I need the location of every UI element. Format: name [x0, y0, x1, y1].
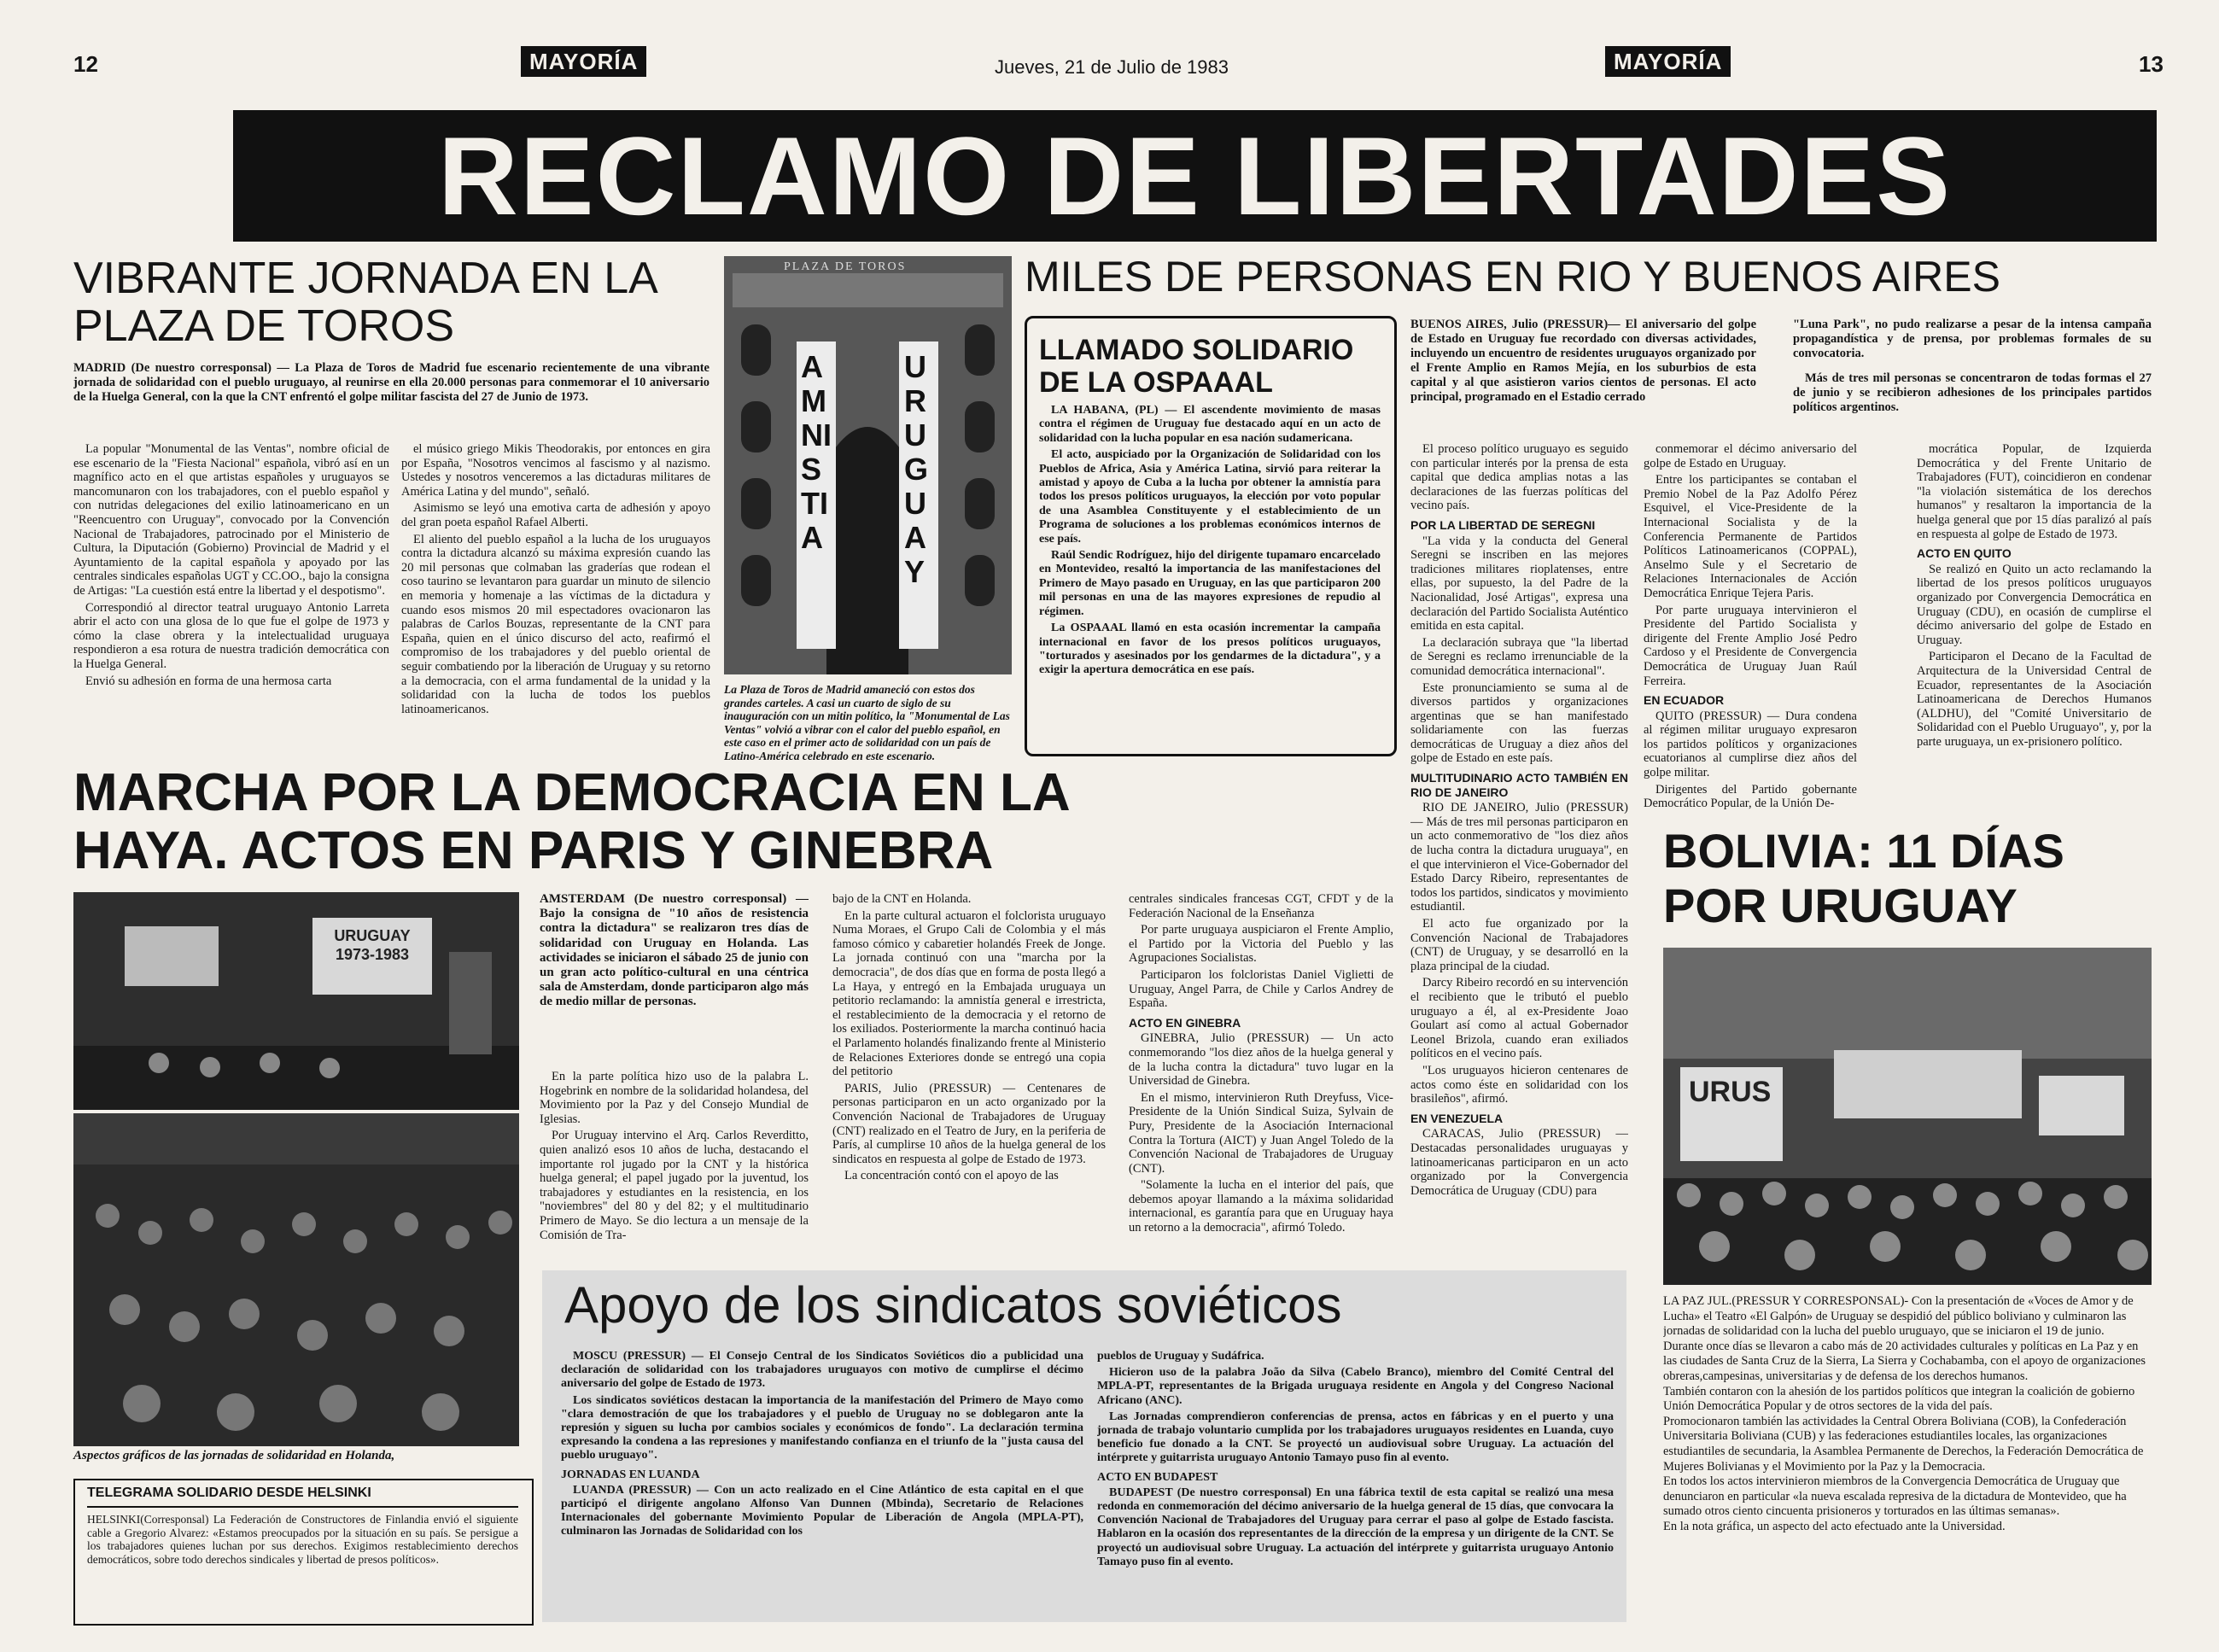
paragraph: Dirigentes del Partido gobernante Democrático Popular, de la Unión De- — [1644, 782, 1857, 811]
paragraph: Raúl Sendic Rodríguez, hijo del dirigente tupamaro encarcelado en Montevideo, resaltó la importancia de las manifestaciones del Primero de Mayo pasado en Uruguay, en las que participaron 200 mil personas en una de las mayores expresiones de repudio al régimen. — [1039, 549, 1381, 618]
story3-col3 — [1129, 892, 1393, 1259]
crowd-illustration — [73, 1113, 519, 1446]
masthead-logo-right: MAYORÍA — [1605, 46, 1731, 77]
date-line: Jueves, 21 de Julio de 1983 — [995, 56, 1229, 78]
holland-photo-bottom — [73, 1113, 519, 1446]
paragraph: CARACAS, Julio (PRESSUR) — Destacadas personalidades uruguayas y latinoamericanas participaron en un acto organizado por la Convergencia Democrática de Uruguay (CDU) para — [1410, 1127, 1628, 1198]
paragraph: "La vida y la conducta del General Seregni se inscriben en las mejores tradiciones militares rioplatenses, entre ellas, por supuesto, la del Padre de la Nacionalidad, José Artigas", expresa una declaración del Partido Socialista Auténtico emitida en esta capital. — [1410, 534, 1628, 633]
banner-headline — [233, 110, 2157, 242]
paragraph: el músico griego Mikis Theodorakis, por entonces en gira por España, "Nosotros vencimos al fascismo y al nazismo. Ustedes y nosotros venceremos a las dictaduras militares de América Latina y del mundo", señaló. — [401, 442, 710, 499]
subhead-ginebra: ACTO EN GINEBRA — [1129, 1015, 1241, 1030]
paragraph: RIO DE JANEIRO, Julio (PRESSUR) — Más de tres mil personas participaron en un acto conmemorativo de "los diez años de lucha contra la dictadura uruguaya", en el que intervinieron el Vice-Gobernador del Estado Darcy Ribeiro, representantes de todos los partidos, sindicatos y movimiento estudiantil. — [1410, 801, 1628, 914]
ospaaal-body — [1039, 404, 1381, 745]
paragraph: "Solamente la lucha en el interior del país, que debemos apoyar llamando a la máxima solidaridad internacional, es garantía para que en Uruguay haya un retorno a la democracia", afirmó Toledo. — [1129, 1178, 1393, 1235]
soviet-box — [542, 1270, 1626, 1622]
uruguay-banner-text: URUGUAY — [904, 349, 929, 589]
hall-stage-illustration — [73, 892, 519, 1110]
subhead-rio: MULTITUDINARIO ACTO TAMBIÉN EN RIO DE JANEIRO — [1410, 771, 1628, 799]
paragraph: La declaración subraya que "la libertad de Seregni es reclamo irrenunciable de la comunidad democrática internacional". — [1410, 635, 1628, 678]
paragraph: Más de tres mil personas se concentraron de todas formas el 27 de junio y se recibieron adhesiones de los principales partidos políticos argentinos. — [1793, 371, 2152, 414]
paragraph: Por Uruguay intervino el Arq. Carlos Reverditto, quien analizó esos 10 años de lucha, destacando el importante rol jugado por la CNT y la histórica huelga general; el papel jugado por la juventud, los trabajadores y estudiantes en la resistencia, en los "noviembres" del 80 y del 82; y el multitudinario Primero de Mayo. Se dio lectura a un mensaje de la Comisión de Tra- — [540, 1129, 809, 1242]
amnistia-banner-text: AMNISTIA — [801, 349, 832, 555]
subhead-ecuador: EN ECUADOR — [1644, 693, 1725, 708]
story3-col2 — [832, 892, 1106, 1259]
paragraph: Hicieron uso de la palabra João da Silva (Cabelo Branco), miembro del Comité Central del MPLA-PT, representantes de la Brigada uruguaya residente en Angola y del Congreso Nacional Africano (ANC). — [1097, 1366, 1614, 1407]
paragraph: Darcy Ribeiro recordó en su intervención el recibiento que le tributó el pueblo uruguayo a él, al ex-Presidente Joao Goulart así como al actual Gobernador Leonel Brizola, cuando eran exiliados políticos en el vecino país. — [1410, 976, 1628, 1061]
uruguay-hall-banner: URUGUAY 1973-1983 — [334, 927, 411, 963]
paragraph: Por parte uruguaya intervinieron el Presidente del Partido Socialista y dirigente del Frente Amplio José Pedro Cardoso y el Presidente de Convergencia Democrática de Uruguay Juan Raúl Ferreira. — [1644, 603, 1857, 688]
bolivia-photo — [1663, 948, 2152, 1285]
story2-lead-cont — [1793, 318, 2152, 437]
story2-headline: MILES DE PERSONAS EN RIO Y BUENOS AIRES — [1025, 253, 2000, 301]
story2-colB — [1644, 442, 1857, 818]
masthead-logo-left: MAYORÍA — [521, 46, 646, 77]
banner-title: RECLAMO DE LIBERTADES — [438, 114, 1952, 238]
paragraph: Entre los participantes se contaban el Premio Nobel de la Paz Adolfo Pérez Esquivel, el Vice-Presidente de la Internacional Socialista y de la Conferencia Permanente de Partidos Políticos Latinoamericanos (COPPAL), Anselmo Sule y el Secretario de Relaciones Internacionales de Acción Democrática Enrique Tejera Paris. — [1644, 473, 1857, 600]
story2-colC — [1917, 442, 2152, 818]
paragraph: Participaron el Decano de la Facultad de Arquitectura de la Universidad Central de Ecuador, representantes de la Asociación Latinoamericana de Derechos Humanos (ALDHU), del "Comité Universitario de Solidaridad con el Pueblo Uruguayo", y, por la parte uruguaya, un ex-prisionero político. — [1917, 650, 2152, 749]
plaza-facade-illustration — [724, 256, 1012, 674]
paragraph: El acto, auspiciado por la Organización de Solidaridad con los Pueblos de Africa, Asia y América Latina, sirvió para reiterar la amistad y apoyo de Cuba a la lucha por obtener la amnistía para todos los presos políticos uruguayos, la elección por voto popular de una Asamblea Constituyente y el establecimiento de un Programa de soluciones a los problemas económicos internos de ese país. — [1039, 448, 1381, 546]
story1-headline: VIBRANTE JORNADA EN LA PLAZA DE TOROS — [73, 254, 656, 351]
bolivia-headline: BOLIVIA: 11 DÍAS POR URUGUAY — [1663, 824, 2064, 932]
paragraph: pueblos de Uruguay y Sudáfrica. — [1097, 1350, 1264, 1363]
paragraph: Asimismo se leyó una emotiva carta de adhesión y apoyo del gran poeta español Rafael Alberti. — [401, 501, 710, 529]
subhead-budapest: ACTO EN BUDAPEST — [1097, 1470, 1218, 1484]
helsinki-box — [73, 1479, 534, 1626]
story3-headline-line1: MARCHA POR LA DEMOCRACIA EN LA — [73, 763, 1071, 822]
ospaaal-headline: LLAMADO SOLIDARIO DE LA OSPAAAL — [1039, 334, 1354, 399]
paragraph: Por parte uruguaya auspiciaron el Frente Amplio, el Partido por la Victoria del Pueblo y las Agrupaciones Socialistas. — [1129, 923, 1393, 966]
paragraph: GINEBRA, Julio (PRESSUR) — Un acto conmemorando "los diez años de la huelga general y de la lucha contra la dictadura" tuvo lugar en la Universidad de Ginebra. — [1129, 1031, 1393, 1089]
plaza-de-toros-photo — [724, 256, 1012, 674]
paragraph: LA PAZ JUL.(PRESSUR Y CORRESPONSAL)- Con la presentación de «Voces de Amor y de Lucha» el Teatro «El Galpón» de Uruguay se despidió del público boliviano y culminaron las jornadas de solidaridad con la lucha del pueblo uruguayo, que se iniciaron el 19 de junio. — [1663, 1294, 2134, 1339]
paragraph: El acto fue organizado por la Convención Nacional de Trabajadores (CNT) de Uruguay, y se desarrolló en la plaza principal de la ciudad. — [1410, 917, 1628, 973]
page-number-right: 13 — [2139, 51, 2164, 77]
paragraph: En la nota gráfica, un aspecto del acto efectuado ante la Universidad. — [1663, 1519, 2006, 1533]
story2-lead: BUENOS AIRES, Julio (PRESSUR)— El aniversario del golpe de Estado en Uruguay fue recordado con diversas actividades, incluyendo un encuentro de residentes uruguayos organizado por el Frente Amplio en Ramos Mejía, en los suburbios de esta capital y al que asistieron varios cientos de personas. El acto principal, programado en el Estadio cerrado — [1410, 318, 1756, 404]
paragraph: Los sindicatos soviéticos destacan la importancia de la manifestación del Primero de Mayo como "clara demostración de que los trabajadores y el pueblo de Uruguay no se doblegaron ante la represión y siguen su lucha por cambios sociales y económicos de fondo". La declaración termina expresando la condena a las represiones y manifestando confianza en el triunfo de la "justa causa del pueblo uruguayo". — [561, 1393, 1083, 1462]
paragraph: BUDAPEST (De nuestro corresponsal) En una fábrica textil de esta capital se realizó una mesa redonda en conmemoración del décimo aniversario de la huelga general de 15 días, que convocara la Convención Nacional de Trabajadores del Uruguay para cerrar el paso al golpe de Estado fascista. Hablaron en la ocasión dos representantes de la dirección de la empresa y un dirigente de la CNT. Se proyectó un audiovisual sobre Uruguay. La actuación del intérprete y guitarrista uruguayo Antonio Tamayo puso fin al evento. — [1097, 1486, 1614, 1568]
paragraph: En la parte política hizo uso de la palabra L. Hogebrink en nombre de la solidaridad holandesa, del Movimiento por la Paz y del Consejo Mundial de Iglesias. — [540, 1070, 809, 1126]
paragraph: centrales sindicales francesas CGT, CFDT y de la Federación Nacional de la Enseñanza — [1129, 892, 1393, 920]
paragraph: Correspondió al director teatral uruguayo Antonio Larreta abrir el acto con una glosa de lo que fue el golpe de 1973 y cómo la clase obrera y la intelectualidad uruguaya respondieron a esa rotura de nuestra tradición democrática con la Huelga General. — [73, 600, 389, 671]
paragraph: LUANDA (PRESSUR) — Con un acto realizado en el Cine Atlántico de esta capital en el que participó el dirigente angolano Alfonso Van Dunnen (Mbinda), Secretario de Relaciones Internacionales del gobernante Movimiento Popular de Liberación de Angola (MPLA-PT), culminaron las Jornadas de Solidaridad con los — [561, 1483, 1083, 1538]
paragraph: Se realizó en Quito un acto reclamando la libertad de los presos políticos uruguayos organizado por Convergencia Democrática en Uruguay (CDU), en ocasión de cumplirse el décimo aniversario del golpe de Estado en Uruguay. — [1917, 562, 2152, 647]
bolivia-body — [1663, 1294, 2152, 1622]
paragraph: En la parte cultural actuaron el folclorista uruguayo Numa Moraes, el Grupo Cali de Colombia y el más famoso cómico y cabaretier holandés Freek de Jonge. La jornada continuó con una "marcha por la democracia", de dos días que en forma de posta llegó a La Haya, y entregó en la Embajada uruguaya un petitorio reclamando: la amnistía general e irrestricta, el restablecimiento de la democracia y el retorno de los exiliados. Posteriormente la marcha continuó hacia el Parlamento holandés finalizando frente al Ministerio de Relaciones Exteriores donde se entregó una copia del petitorio — [832, 908, 1106, 1079]
page-number-left: 12 — [73, 51, 98, 77]
paragraph: Durante once días se llevaron a cabo más de 20 actividades culturales y políticas en La Paz y en las ciudades de Santa Cruz de la Sierra, La Sierra y Cochabamba, con el apoyo de organizaciones obreras,campesinas, universitarias y de defensa de los derechos humanos. — [1663, 1339, 2146, 1383]
paragraph: bajo de la CNT en Holanda. — [832, 892, 972, 906]
story3-headline-line2: HAYA. ACTOS EN PARIS Y GINEBRA — [73, 821, 994, 880]
helsinki-body: HELSINKI(Corresponsal) La Federación de Constructores de Finlandia envió el siguiente cable a Gregorio Alvarez: «Estamos preocupados por la situación en su país. Se persigue a los trabajadores quienes luchan por sus derechos. Exigimos restablecimiento derechos democráticos, sobre todo derechos sindicales y libertad de presos políticos». — [87, 1513, 518, 1566]
paragraph: MOSCU (PRESSUR) — El Consejo Central de los Sindicatos Soviéticos dio a publicidad una declaración de solidaridad con los trabajadores uruguayos con motivo de cumplirse el décimo aniversario del golpe de Estado de 1973. — [561, 1350, 1083, 1391]
story3-headline — [73, 764, 1405, 880]
story2-colA — [1410, 442, 1628, 1262]
bolivia-crowd-illustration — [1663, 948, 2152, 1285]
paragraph: Participaron los folcloristas Daniel Viglietti de Uruguay, Angel Parra, de Chile y Carlos Andrey de España. — [1129, 967, 1393, 1011]
holland-photo-caption: Aspectos gráficos de las jornadas de solidaridad en Holanda, — [73, 1449, 395, 1462]
paragraph: También contaron con la ahesión de los partidos políticos que integran la coalición de gobierno Unión Democrática Popular y de otros sectores de la vida del país. — [1663, 1384, 2135, 1414]
soviet-headline: Apoyo de los sindicatos soviéticos — [564, 1276, 1342, 1334]
story3-lead: AMSTERDAM (De nuestro corresponsal) — Bajo la consigna de "10 años de resistencia contra la dictadura" se realizaron tres días de solidaridad con Uruguay en Holanda. Las actividades se iniciaron el sábado 25 de junio con un gran acto político-cultural en una céntrica sala de Amsterdam, donde participaron algo más de medio millar de personas. — [540, 892, 809, 1009]
helsinki-rule — [87, 1506, 518, 1508]
soviet-col2 — [1097, 1350, 1614, 1614]
subhead-quito: ACTO EN QUITO — [1917, 546, 2012, 561]
subhead-luanda: JORNADAS EN LUANDA — [561, 1468, 700, 1481]
story1-col1 — [73, 442, 389, 760]
paragraph: mocrática Popular, de Izquierda Democrática y del Frente Unitario de Trabajadores (FUT), coincidieron en condenar "la violación sistemática de los derechos humanos" y resaltaron la importancia de la huelga general que por 15 días paralizó al país en respuesta al golpe de Estado de 1973. — [1917, 442, 2152, 541]
story1-col2 — [401, 442, 710, 760]
soviet-col1 — [561, 1350, 1083, 1614]
paragraph: conmemorar el décimo aniversario del golpe de Estado en Uruguay. — [1644, 442, 1857, 470]
paragraph: QUITO (PRESSUR) — Dura condena al régimen militar uruguayo expresaron los partidos políticos y organizaciones ecuatorianos al cumplirse diez años del golpe militar. — [1644, 709, 1857, 780]
paragraph: La popular "Monumental de las Ventas", nombre oficial de ese escenario de la "Fiesta Nacional" española, vibró así en un magnífico acto en el que artistas españoles y uruguayos se mancomunaron con los trabajadores, con el pueblo español y con nutridas delegaciones del exilio latinoamericano en un "Reencuentro con Uruguay", convocado por la Convención Nacional de Trabajadores, patrocinado por el Ministerio de Cultura, la Diputación (Gobierno) Provincial de Madrid y el Ayuntamiento de la capital española y apoyado por las centrales sindicales españolas UGT y CC.OO., bajo la consigna de Artigas: "La cuestión está entre la libertad y el despotismo". — [73, 442, 389, 598]
paragraph: Las Jornadas comprendieron conferencias de prensa, actos en fábricas y en el puerto y una jornada de trabajo voluntario cumplida por los trabajadores uruguayos residentes en Luanda, cuyo beneficio fue donado a la CNT. Se proyectó un audiovisual sobre Uruguay. La actuación del intérprete y guitarrista uruguayo Antonio Tamayo puso fin al evento. — [1097, 1410, 1614, 1465]
urus-sign: URUS — [1689, 1076, 1772, 1108]
paragraph: La OSPAAAL llamó en esta ocasión incrementar la campaña internacional en favor de los presos políticos uruguayos, "torturados y asesinados por los gendarmes de la dictadura", y a exigir la apertura democrática en ese país. — [1039, 622, 1381, 677]
paragraph: "Luna Park", no pudo realizarse a pesar de la intensa campaña propagandística y de prensa, por problemas formales de su convocatoria. — [1793, 318, 2152, 360]
paragraph: El aliento del pueblo español a la lucha de los uruguayos contra la dictadura alcanzó su máxima expresión cuando las 20 mil personas que colmaban las graderías que rodean el coso taurino se levantaron para guardar un minuto de silencio en memoria y homenaje a las víctimas de la dictadura y cuando esos mismos 20 mil espectadores ovacionaron las palabras de Carlos Bouzas, representante de la CNT para España, quien en el único discurso del acto, reafirmó el compromiso de los trabajadores y del pueblo oriental de seguir combatiendo por la liberación de Uruguay y su retorno a la democracia, con el arma fundamental de la unidad y la solidaridad con la lucha de todos los pueblos latinoamericanos. — [401, 532, 710, 716]
plaza-photo-caption: La Plaza de Toros de Madrid amaneció con estos dos grandes carteles. A casi un cuarto de siglo de su inauguración con un mitin político, la "Monumental de Las Ventas" volvió a vibrar con el calor del pueblo español, en este caso en el primer acto de solidaridad con un país de Latino-América celebrado en este escenario. — [724, 683, 1010, 762]
story1-lead: MADRID (De nuestro corresponsal) — La Plaza de Toros de Madrid fue escenario recientemente de una vibrante jornada de solidaridad con el pueblo uruguayo, al reunirse en ella 20.000 personas para conmemorar el 10 aniversario de la Huelga General, con la que la CNT enfrentó el golpe militar fascista del 27 de Junio de 1973. — [73, 361, 709, 404]
paragraph: Promocionaron también las actividades la Central Obrera Boliviana (COB), la Confederación Universitaria Boliviana (CUB) y las federaciones estudiantiles locales, las organizaciones estudiantiles de secundaria, la Asamblea Permanente de Derechos, la Federación Democrática de Mujeres Bolivianas y el Movimiento por la Paz y la Democracia. — [1663, 1414, 2144, 1474]
paragraph: LA HABANA, (PL) — El ascendente movimiento de masas contra el régimen de Uruguay fue destacado aquí en un acto de solidaridad con la lucha popular en esa nación sudamericana. — [1039, 404, 1381, 445]
paragraph: El proceso político uruguayo es seguido con particular interés por la prensa de esta capital que dedica amplias notas a las declaraciones de las fuerzas políticas del vecino país. — [1410, 442, 1628, 513]
paragraph: En el mismo, intervinieron Ruth Dreyfuss, Vice-Presidente de la Unión Sindical Suiza, Sylvain de Pury, Presidente de la Asociación Internacional Contra la Tortura (AICT) y Juan Angel Toledo de la Convención Nacional de Trabajadores de Uruguay (CNT). — [1129, 1090, 1393, 1176]
paragraph: En todos los actos intervinieron miembros de la Convergencia Democrática de Uruguay que denunciaron en particular «la nueva escalada represiva de la dictadura de Montevideo, que ha sumado otros ciento cincuenta prisioneros y torturados en las últimas semanas». — [1663, 1474, 2127, 1519]
paragraph: "Los uruguayos hicieron centenares de actos como éste en solidaridad con los brasileños", afirmó. — [1410, 1063, 1628, 1106]
paragraph: PARIS, Julio (PRESSUR) — Centenares de personas participaron en un acto organizado por la Convención Nacional de Trabajadores de Uruguay (CNT) realizado en el Teatro de Jury, en la periferia de París, al cumplirse 10 años de la huelga general de los sindicatos en respuesta al golpe de Estado de 1973. — [832, 1081, 1106, 1166]
paragraph: Envió su adhesión en forma de una hermosa carta — [85, 674, 332, 688]
holland-photo-top — [73, 892, 519, 1110]
paragraph: La concentración contó con el apoyo de las — [844, 1169, 1059, 1183]
plaza-sign: PLAZA DE TOROS — [784, 260, 907, 273]
subhead-venezuela: EN VENEZUELA — [1410, 1111, 1504, 1125]
story3-col1 — [540, 1070, 809, 1259]
helsinki-title: TELEGRAMA SOLIDARIO DESDE HELSINKI — [87, 1486, 371, 1500]
paragraph: Este pronunciamiento se suma al de diversos partidos y organizaciones argentinas que se han manifestado solidariamente con las fuerzas democráticas de Uruguay a diez años del golpe de Estado en este país. — [1410, 680, 1628, 766]
ospaaal-box — [1025, 316, 1397, 756]
subhead-seregni: POR LA LIBERTAD DE SEREGNI — [1410, 517, 1596, 532]
